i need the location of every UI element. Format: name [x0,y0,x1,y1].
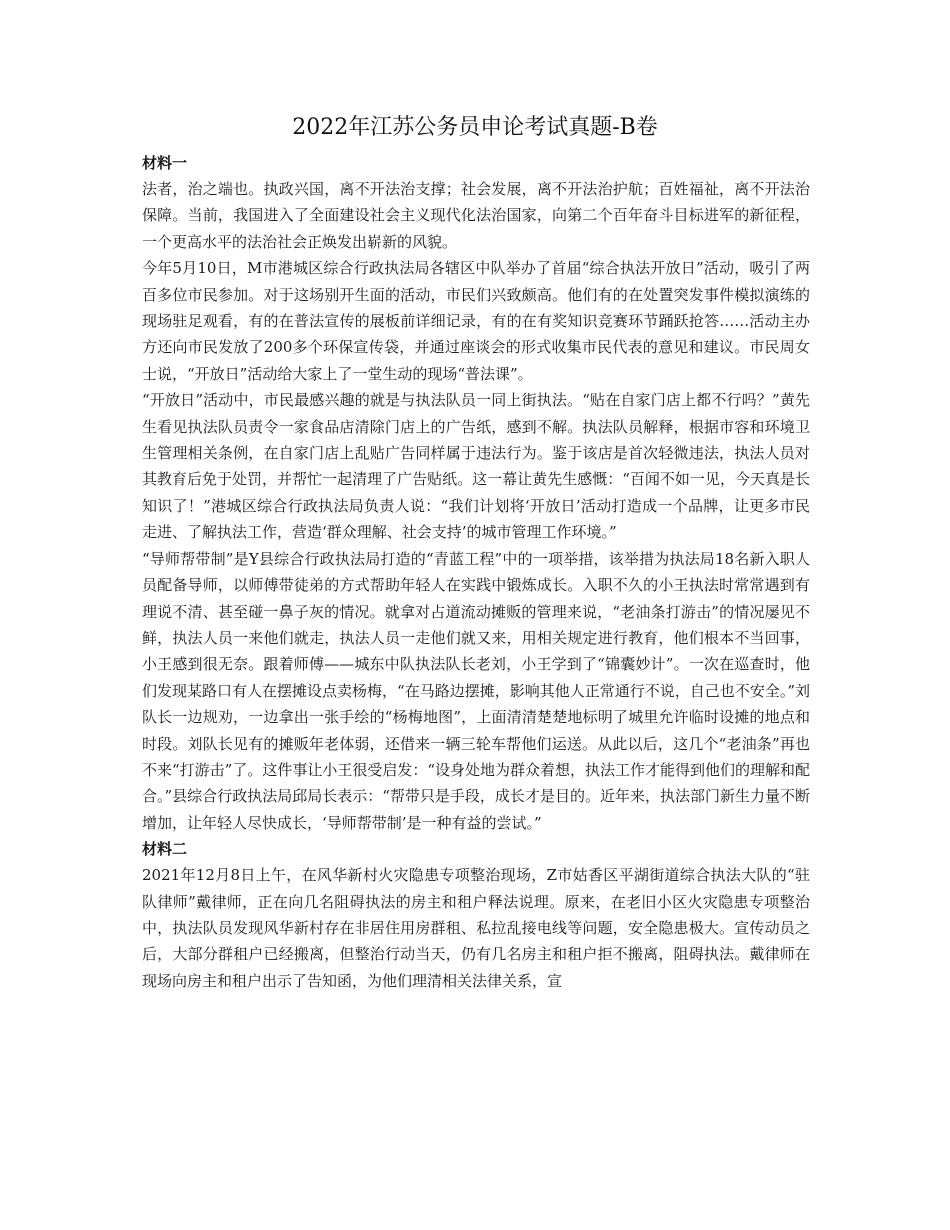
paragraph: 法者，治之端也。执政兴国，离不开法治支撑；社会发展，离不开法治护航；百姓福祉，离不开法治保障。当前，我国进入了全面建设社会主义现代化法治国家，向第二个百年奋斗目标进军的新征程，一个更高水平的法治社会正焕发出崭新的风貌。 [142,180,810,251]
document-title: 2022年江苏公务员申论考试真题-B卷 [292,115,658,140]
document-body [142,150,810,994]
paragraph: 今年5月10日，M市港城区综合行政执法局各辖区中队举办了首届“综合执法开放日”活动，吸引了两百多位市民参加。对于这场别开生面的活动，市民们兴致颇高。他们有的在处置突发事件模拟演练的现场驻足观看，有的在普法宣传的展板前详细记录，有的在有奖知识竞赛环节踊跃抢答……活动主办方还向市民发放了200多个环保宣传袋，并通过座谈会的形式收集市民代表的意见和建议。市民周女士说，“开放日”活动给大家上了一堂生动的现场“普法课”。 [142,259,810,383]
paragraph: “开放日”活动中，市民最感兴趣的就是与执法队员一同上街执法。“贴在自家门店上都不行吗？”黄先生看见执法队员责令一家食品店清除门店上的广告纸，感到不解。执法队员解释，根据市容和环境卫生管理相关条例，在自家门店上乱贴广告同样属于违法行为。鉴于该店是首次轻微违法，执法人员对其教育后免于处罚，并帮忙一起清理了广告贴纸。这一幕让黄先生感慨：“百闻不如一见，今天真是长知识了！”港城区综合行政执法局负责人说：“我们计划将‘开放日’活动打造成一个品牌，让更多市民走进、了解执法工作，营造‘群众理解、社会支持’的城市管理工作环境。” [142,391,810,542]
section-heading-2: 材料二 [142,840,188,859]
section-heading-1: 材料一 [142,154,188,172]
paragraph: 2021年12月8日上午，在风华新村火灾隐患专项整治现场，Z市姑香区平湖街道综合执法大队的“驻队律师”戴律师，正在向几名阻碍执法的房主和租户释法说理。原来，在老旧小区火灾隐患专项整治中，执法队员发现风华新村存在非居住用房群租、私拉乱接电线等问题，安全隐患极大。宣传动员之后，大部分群租户已经搬离，但整治行动当天，仍有几名房主和租户拒不搬离，阻碍执法。戴律师在现场向房主和租户出示了告知函，为他们理清相关法律关系，宣 [142,866,810,990]
paragraph: “导师帮带制”是Y县综合行政执法局打造的“青蓝工程”中的一项举措，该举措为执法局18名新入职人员配备导师，以师傅带徒弟的方式帮助年轻人在实践中锻炼成长。入职不久的小王执法时常常遇到有理说不清、甚至碰一鼻子灰的情况。就拿对占道流动摊贩的管理来说，“老油条打游击”的情况屡见不鲜，执法人员一来他们就走，执法人员一走他们就又来，用相关规定进行教育，他们根本不当回事，小王感到很无奈。跟着师傅——城东中队执法队长老刘，小王学到了“锦囊妙计”。一次在巡查时，他们发现某路口有人在摆摊设点卖杨梅，“在马路边摆摊，影响其他人正常通行不说，自己也不安全。”刘队长一边规劝，一边拿出一张手绘的“杨梅地图”，上面清清楚楚地标明了城里允许临时设摊的地点和时段。刘队长见有的摊贩年老体弱，还借来一辆三轮车帮他们运送。从此以后，这几个“老油条”再也不来“打游击”了。这件事让小王很受启发：“设身处地为群众着想，执法工作才能得到他们的理解和配合。”县综合行政执法局邱局长表示：“帮带只是手段，成长才是目的。近年来，执法部门新生力量不断增加，让年轻人尽快成长，‘导师帮带制’是一种有益的尝试。” [142,549,811,832]
